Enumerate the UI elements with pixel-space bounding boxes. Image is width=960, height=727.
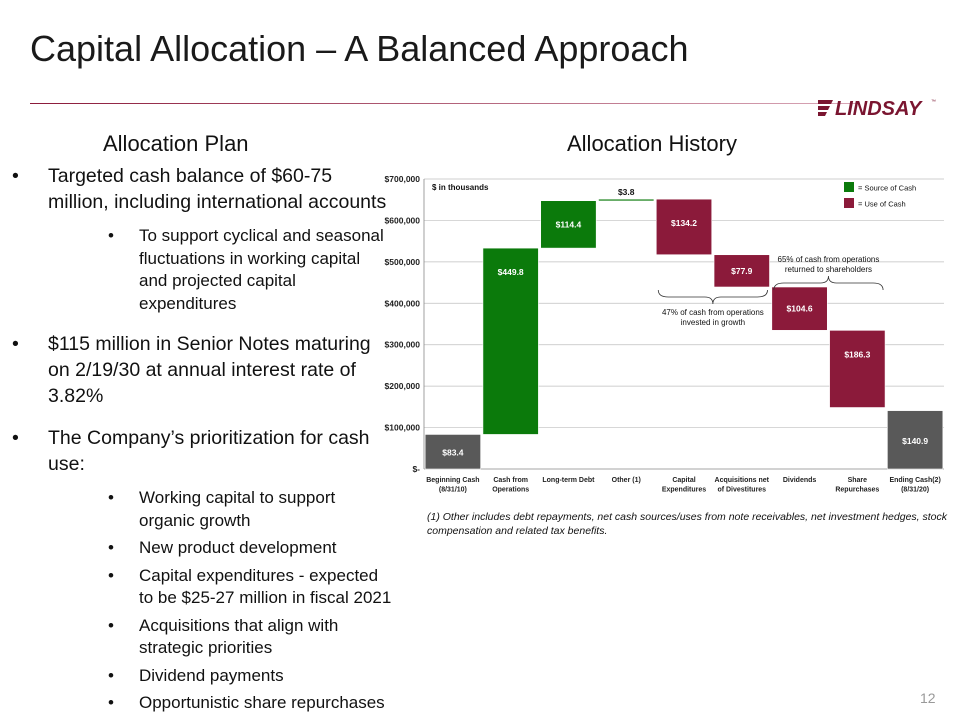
annotation-brace xyxy=(658,290,767,304)
x-category-label: Share xyxy=(847,477,868,484)
x-category-label: Long-term Debt xyxy=(542,477,595,484)
bar-value-label: $140.9 xyxy=(902,435,929,446)
unit-note: $ in thousands xyxy=(432,183,489,192)
y-tick-label: $100,000 xyxy=(384,422,420,433)
allocation-plan-list xyxy=(0,163,392,727)
waterfall-bar-source xyxy=(598,199,653,201)
bar-value-label: $3.8 xyxy=(617,187,635,198)
waterfall-bar-use xyxy=(830,330,885,407)
x-category-label: (8/31/10) xyxy=(438,486,467,494)
y-tick-label: $600,000 xyxy=(384,215,420,226)
x-category-label: Dividends xyxy=(782,477,817,484)
x-category-label: Capital xyxy=(672,477,696,484)
legend-label: = Source of Cash xyxy=(858,183,917,193)
bar-value-label: $114.4 xyxy=(555,219,582,230)
x-category-label: Beginning Cash xyxy=(426,477,480,484)
bullet-dot: • xyxy=(12,333,19,355)
plan-bullet-senior-notes: • $115 million in Senior Notes maturing on 2/19/30 at annual interest rate of 3.82% xyxy=(12,333,371,407)
x-category-label: Other (1) xyxy=(611,477,641,484)
bar-value-label: $83.4 xyxy=(442,447,464,458)
chart-footnote: (1) Other includes debt repayments, net cash sources/uses from note receivables, net investment hedges, stock compensation and related tax benefits. xyxy=(427,511,948,537)
x-category-label: Repurchases xyxy=(835,486,880,494)
plan-subbullet: • Acquisitions that align with strategic priorities xyxy=(108,615,339,657)
plan-subbullet: • Capital expenditures - expected to be $25-27 million in fiscal 2021 xyxy=(108,565,392,607)
annotation-text: invested in growth xyxy=(680,318,746,327)
legend-swatch xyxy=(844,182,854,192)
y-tick-label: $300,000 xyxy=(384,339,420,350)
plan-bullet-prioritization: • The Company’s prioritization for cash use: • Working capital to support organic growth • New product development • Capital expenditures - expected to be $25-27 million in fiscal 2021 • Acquisitions that align with strategic priorities • Dividend payments • Opportunistic share repurchases xyxy=(0,425,392,715)
x-category-label: Acquisitions net xyxy=(714,477,770,484)
plan-bullet-cash-balance: • Targeted cash balance of $60-75 million, including international accounts • To support cyclical and seasonal fluctuations in working capital and projected capital expenditures xyxy=(0,163,392,315)
plan-subbullet: • New product development xyxy=(108,538,337,557)
bar-value-label: $134.2 xyxy=(671,218,697,229)
y-tick-label: $400,000 xyxy=(384,298,420,309)
allocation-plan-heading: Allocation Plan xyxy=(103,131,249,156)
y-tick-label: $500,000 xyxy=(384,256,420,267)
title-divider xyxy=(30,103,860,104)
bullet-dot: • xyxy=(12,165,19,187)
bar-value-label: $449.8 xyxy=(497,267,524,278)
logo-wordmark: LINDSAY xyxy=(835,98,922,118)
allocation-history-waterfall-chart xyxy=(370,168,950,498)
plan-subbullet: • Dividend payments xyxy=(108,665,284,685)
x-category-label: (8/31/20) xyxy=(901,486,930,494)
legend-label: = Use of Cash xyxy=(858,199,906,209)
bullet-dot: • xyxy=(12,427,19,449)
lindsay-logo xyxy=(818,96,938,118)
x-category-label: of Divestitures xyxy=(717,486,767,494)
y-tick-label: $700,000 xyxy=(384,174,420,184)
bar-value-label: $186.3 xyxy=(844,349,871,360)
allocation-history-heading: Allocation History xyxy=(567,131,737,156)
logo-trademark: ™ xyxy=(931,99,936,105)
plan-subbullet: • To support cyclical and seasonal fluctuations in working capital and projected capital expenditures xyxy=(108,226,384,313)
x-category-label: Expenditures xyxy=(661,486,707,494)
y-tick-label: $200,000 xyxy=(384,381,420,392)
x-category-label: Operations xyxy=(492,486,530,494)
y-tick-label: $- xyxy=(412,464,420,474)
bar-value-label: $104.6 xyxy=(786,303,813,314)
x-category-label: Cash from xyxy=(493,477,528,484)
page-number: 12 xyxy=(920,690,936,706)
plan-subbullet: • Working capital to support organic growth xyxy=(108,488,336,530)
annotation-text: 65% of cash from operations xyxy=(777,255,880,264)
annotation-text: returned to shareholders xyxy=(784,265,873,274)
slide-title: Capital Allocation – A Balanced Approach xyxy=(30,28,689,69)
x-category-label: Ending Cash(2) xyxy=(889,477,941,484)
bar-value-label: $77.9 xyxy=(731,265,753,276)
legend-swatch xyxy=(844,198,854,208)
plan-subbullet: • Opportunistic share repurchases xyxy=(108,693,385,712)
annotation-text: 47% of cash from operations xyxy=(661,308,764,317)
